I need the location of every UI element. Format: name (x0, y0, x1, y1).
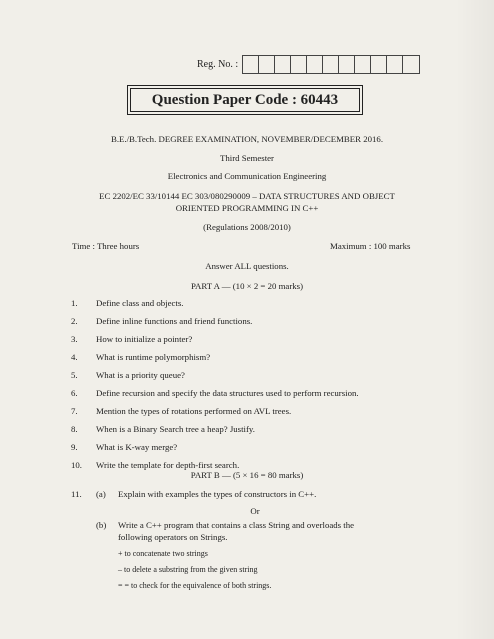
reg-digit-box[interactable] (371, 56, 387, 73)
question-text: What is a priority queue? (96, 370, 185, 380)
question-number: 6. (71, 388, 78, 398)
max-marks: Maximum : 100 marks (330, 241, 411, 251)
part-a-heading: PART A — (10 × 2 = 20 marks) (190, 281, 304, 291)
time: Time : Three hours (72, 241, 140, 251)
q11a-text: Explain with examples the types of constructors in C++. (118, 489, 317, 499)
part-b-heading: PART B — (5 × 16 = 80 marks) (190, 470, 304, 480)
question-text: What is K-way merge? (96, 442, 178, 452)
question-number: 7. (71, 406, 78, 416)
subject-line-2: ORIENTED PROGRAMMING IN C++ (175, 203, 319, 213)
reg-digit-box[interactable] (259, 56, 275, 73)
question-text: Write the template for depth-first search. (96, 460, 240, 470)
q11b-op-3: = = to check for the equivalence of both strings. (118, 581, 272, 590)
question-text: Define class and objects. (96, 298, 184, 308)
question-text: When is a Binary Search tree a heap? Justify. (96, 424, 255, 434)
q11b-line-1: Write a C++ program that contains a class String and overloads the (118, 520, 355, 530)
code-label: Question Paper Code : 60443 (151, 91, 339, 108)
reg-digit-box[interactable] (291, 56, 307, 73)
question-number: 2. (71, 316, 78, 326)
reg-digit-box[interactable] (387, 56, 403, 73)
question-number: 9. (71, 442, 78, 452)
reg-digit-box[interactable] (403, 56, 419, 73)
reg-number-boxes[interactable] (242, 55, 420, 74)
q11-number: 11. (71, 489, 82, 499)
or-label: Or (250, 506, 260, 516)
question-text: Define recursion and specify the data structures used to perform recursion. (96, 388, 359, 398)
branch: Electronics and Communication Engineering (167, 171, 327, 181)
question-number: 8. (71, 424, 78, 434)
question-text: How to initialize a pointer? (96, 334, 193, 344)
reg-digit-box[interactable] (275, 56, 291, 73)
reg-label: Reg. No. : (197, 59, 239, 70)
question-text: Mention the types of rotations performed on AVL trees. (96, 406, 292, 416)
q11b-op-2: – to delete a substring from the given string (118, 565, 258, 574)
question-number: 3. (71, 334, 78, 344)
page-shadow (456, 0, 494, 639)
q11b-op-1: + to concatenate two strings (118, 549, 208, 558)
question-number: 5. (71, 370, 78, 380)
reg-digit-box[interactable] (355, 56, 371, 73)
q11b-label: (b) (96, 520, 107, 530)
register-number (197, 55, 420, 74)
question-paper-code (130, 88, 360, 112)
semester: Third Semester (220, 153, 274, 163)
question-number: 1. (71, 298, 78, 308)
question-number: 10. (71, 460, 82, 470)
reg-digit-box[interactable] (307, 56, 323, 73)
question-text: Define inline functions and friend functions. (96, 316, 253, 326)
instruction: Answer ALL questions. (205, 261, 289, 271)
reg-digit-box[interactable] (339, 56, 355, 73)
question-text: What is runtime polymorphism? (96, 352, 211, 362)
q11b-line-2: following operators on Strings. (118, 532, 228, 542)
regulations: (Regulations 2008/2010) (203, 222, 291, 232)
question-number: 4. (71, 352, 78, 362)
q11a-label: (a) (96, 489, 106, 499)
subject-line-1: EC 2202/EC 33/10144 EC 303/080290009 – DATA STRUCTURES AND OBJECT (99, 191, 395, 201)
reg-digit-box[interactable] (323, 56, 339, 73)
exam-title: B.E./B.Tech. DEGREE EXAMINATION, NOVEMBER/DECEMBER 2016. (110, 134, 384, 144)
reg-digit-box[interactable] (243, 56, 259, 73)
